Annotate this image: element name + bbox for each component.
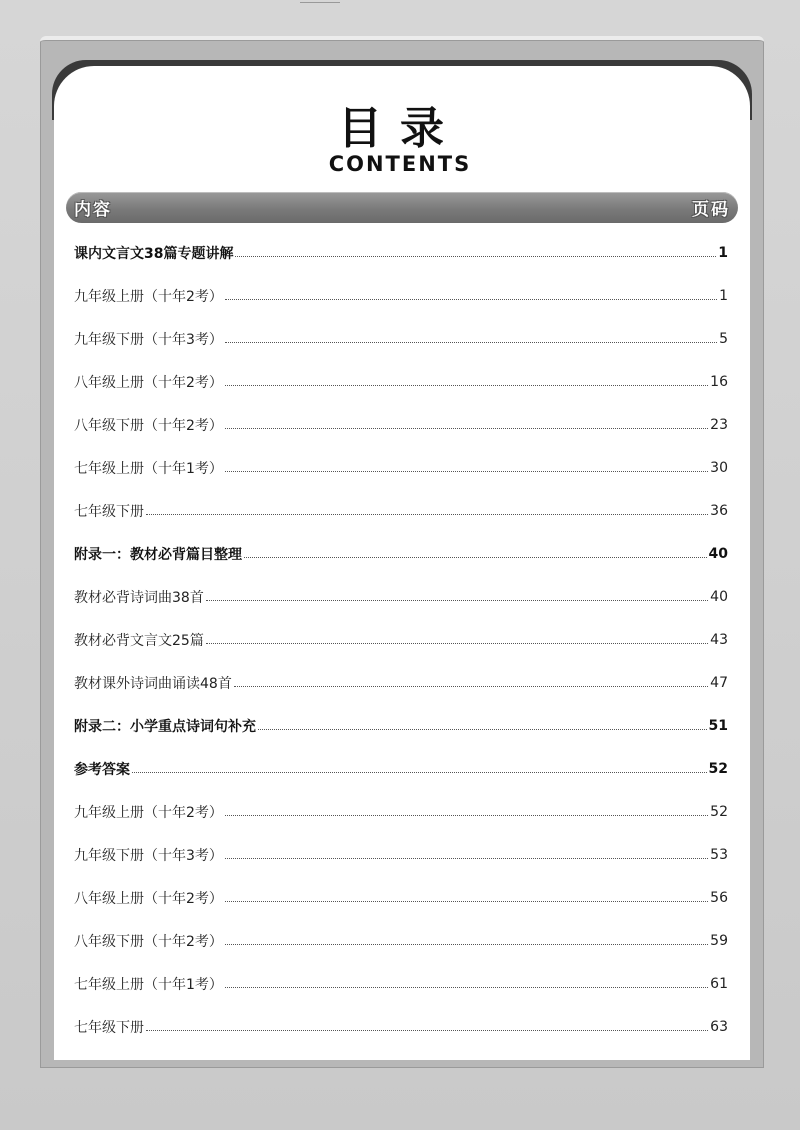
dot-leader [235,255,716,257]
toc-entry-page: 36 [710,502,728,519]
content-column-label: 内容 [74,200,112,220]
toc-entry-page: 5 [719,330,728,347]
toc-entry-page: 59 [710,932,728,949]
toc-entry[interactable] [74,833,728,876]
toc-entry[interactable] [74,919,728,962]
toc-entry-page: 23 [710,416,728,433]
toc-entry-title: 八年级下册（十年2考） [74,417,223,434]
toc-entry-title: 八年级上册（十年2考） [74,374,223,391]
toc-entry-page: 47 [710,674,728,691]
toc-entry-title: 九年级上册（十年2考） [74,288,223,305]
toc-entry-title: 九年级下册（十年3考） [74,847,223,864]
dot-leader [225,427,708,429]
toc-entry-title: 九年级上册（十年2考） [74,804,223,821]
toc-entry-title: 教材必背文言文25篇 [74,632,204,649]
page-subtitle: CONTENTS [328,152,472,176]
page-column-label: 页码 [692,200,730,220]
toc-entry[interactable] [74,661,728,704]
toc-entry[interactable] [74,747,728,790]
column-header-bar [66,192,738,223]
toc-entry[interactable] [74,575,728,618]
toc-entry[interactable] [74,962,728,1005]
toc-entry-title: 八年级下册（十年2考） [74,933,223,950]
dot-leader [225,943,708,945]
dot-leader [225,341,717,343]
dot-leader [244,556,707,558]
dot-leader [234,685,708,687]
toc-entry-title: 教材课外诗词曲诵读48首 [74,675,232,692]
dot-leader [258,728,707,730]
dot-leader [225,298,717,300]
toc-entry-title: 参考答案 [74,761,130,778]
toc-entry-title: 附录一：教材必背篇目整理 [74,546,242,563]
toc-entry-title: 七年级上册（十年1考） [74,460,223,477]
toc-entry[interactable] [74,317,728,360]
toc-entry[interactable] [74,532,728,575]
toc-entry[interactable] [74,790,728,833]
toc-entry-page: 53 [710,846,728,863]
toc-entry[interactable] [74,446,728,489]
toc-entry[interactable] [74,403,728,446]
toc-entry-title: 八年级上册（十年2考） [74,890,223,907]
toc-entry[interactable] [74,1005,728,1048]
scan-mark [300,2,340,3]
dot-leader [225,900,708,902]
toc-entry-page: 51 [708,717,728,734]
toc-entry[interactable] [74,231,728,274]
toc-entry-page: 56 [710,889,728,906]
toc-entry-page: 1 [719,287,728,304]
toc-entry-page: 63 [710,1018,728,1035]
toc-entry-title: 教材必背诗词曲38首 [74,589,204,606]
toc-entry-page: 52 [708,760,728,777]
toc-entry[interactable] [74,876,728,919]
toc-entry[interactable] [74,360,728,403]
dot-leader [206,642,708,644]
toc-entry-page: 16 [710,373,728,390]
toc-entry-title: 七年级下册 [74,1019,144,1036]
dot-leader [225,470,708,472]
toc-entry-page: 61 [710,975,728,992]
dot-leader [132,771,707,773]
dot-leader [225,814,708,816]
dot-leader [206,599,708,601]
toc-entry-title: 附录二：小学重点诗词句补充 [74,718,256,735]
toc-entry-page: 30 [710,459,728,476]
toc-entry[interactable] [74,274,728,317]
toc-entry-title: 课内文言文38篇专题讲解 [74,245,234,262]
toc-entry-title: 七年级下册 [74,503,144,520]
toc-entry-title: 七年级上册（十年1考） [74,976,223,993]
toc-entry-page: 40 [708,545,728,562]
toc-entry-page: 1 [718,244,728,261]
dot-leader [225,986,708,988]
toc-entry[interactable] [74,489,728,532]
toc-entry[interactable] [74,618,728,661]
dot-leader [146,1029,708,1031]
toc-entry[interactable] [74,704,728,747]
toc-list [74,231,728,1048]
dot-leader [225,384,708,386]
page-title: 目录 [338,103,462,154]
toc-entry-page: 52 [710,803,728,820]
dot-leader [225,857,708,859]
toc-entry-page: 40 [710,588,728,605]
toc-entry-title: 九年级下册（十年3考） [74,331,223,348]
toc-entry-page: 43 [710,631,728,648]
dot-leader [146,513,708,515]
